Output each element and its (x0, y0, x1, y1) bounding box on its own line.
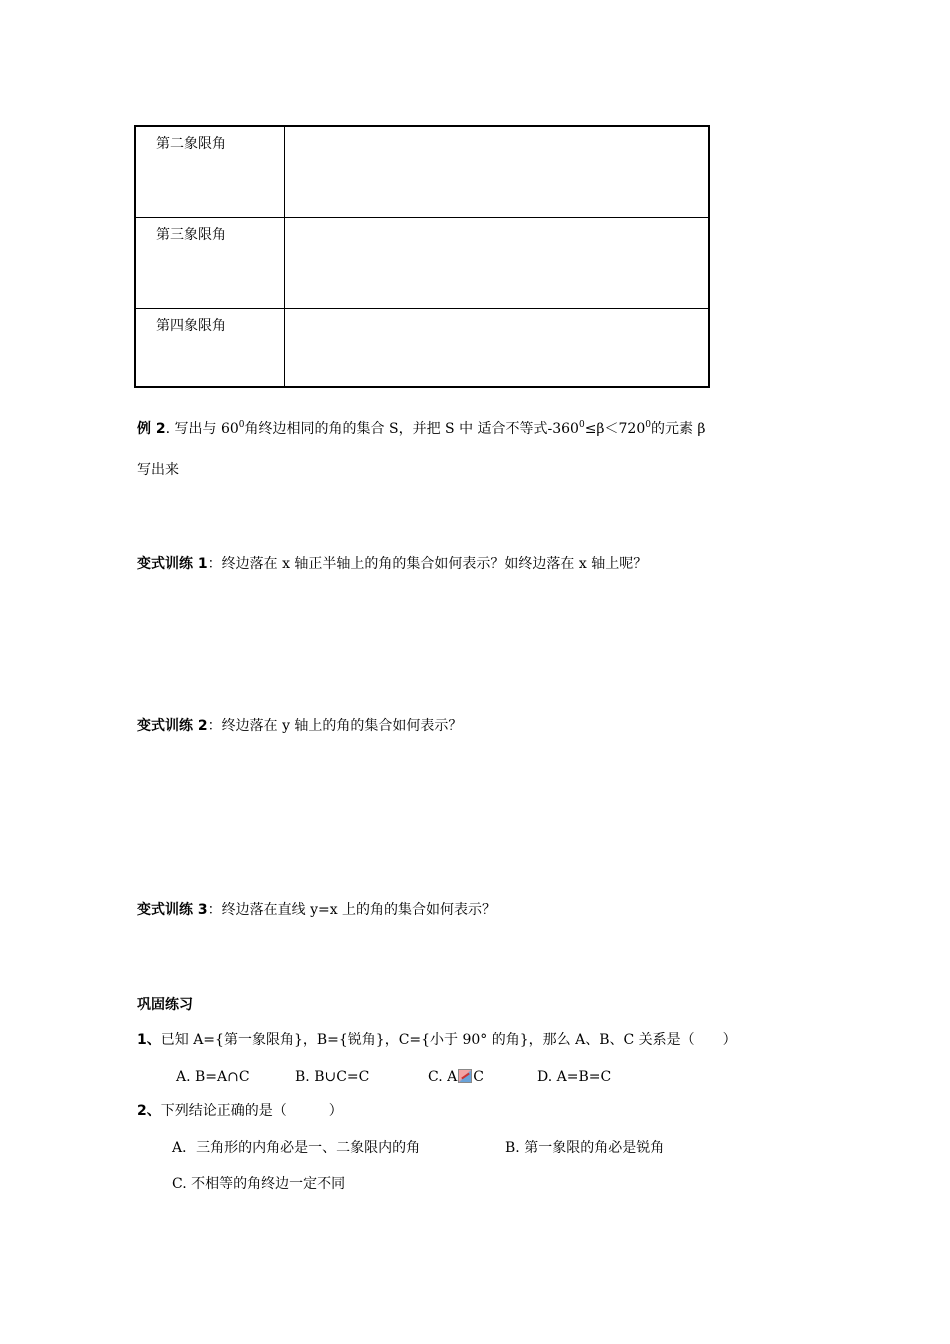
question-2 (137, 1102, 343, 1120)
variant-exercise-3 (137, 901, 496, 919)
question-2-text: 下列结论正确的是（ ） (160, 1103, 343, 1119)
question-1 (137, 1031, 737, 1049)
q1-option-b: B. B∪C=C (295, 1069, 370, 1085)
quadrant-angle-table (134, 125, 710, 388)
row-answer-cell (285, 308, 710, 387)
variant-3-label: 变式训练 3 (137, 902, 208, 918)
row-answer-cell (285, 126, 710, 217)
variant-exercise-1 (137, 555, 647, 573)
question-2-number: 2、 (137, 1103, 161, 1119)
variant-3-text: ：终边落在直线 y=x 上的角的集合如何表示？ (207, 902, 497, 918)
row-answer-cell (285, 217, 710, 308)
q2-option-b: B. 第一象限的角必是锐角 (505, 1140, 665, 1156)
q2-option-c: C. 不相等的角终边一定不同 (172, 1176, 346, 1192)
broken-image-icon (458, 1069, 472, 1083)
variant-2-label: 变式训练 2 (137, 718, 208, 734)
question-1-number: 1、 (137, 1032, 161, 1048)
question-1-text: 已知 A={第一象限角}，B={锐角}，C={小于 90° 的角}，那么 A、B、C 关系是（ ） (160, 1032, 737, 1048)
table-row (135, 217, 709, 308)
q1-option-c: C. A C (428, 1069, 484, 1085)
q1-option-d: D. A=B=C (537, 1069, 612, 1085)
row-label: 第二象限角 (135, 126, 285, 217)
row-label: 第三象限角 (135, 217, 285, 308)
q2-option-a: A．三角形的内角必是一、二象限内的角 (172, 1140, 421, 1156)
q1-option-a: A. B=A∩C (176, 1069, 250, 1085)
example-2-label: 例 2 (137, 421, 166, 437)
table-row (135, 126, 709, 217)
example-2-line-2: 写出来 (137, 462, 179, 478)
variant-1-text: ：终边落在 x 轴正半轴上的角的集合如何表示？如终边落在 x 轴上呢？ (207, 556, 648, 572)
variant-1-label: 变式训练 1 (137, 556, 208, 572)
variant-2-text: ：终边落在 y 轴上的角的集合如何表示？ (207, 718, 463, 734)
consolidation-title: 巩固练习 (137, 997, 193, 1013)
row-label: 第四象限角 (135, 308, 285, 387)
table-row (135, 308, 709, 387)
variant-exercise-2 (137, 717, 462, 735)
example-2-line-1: 例 2. 写出与 $60^0$角终边相同的角的集合 S，并把 S 中 适合不等式$-360^0\le\beta<720^0$的元素 β (137, 420, 706, 437)
